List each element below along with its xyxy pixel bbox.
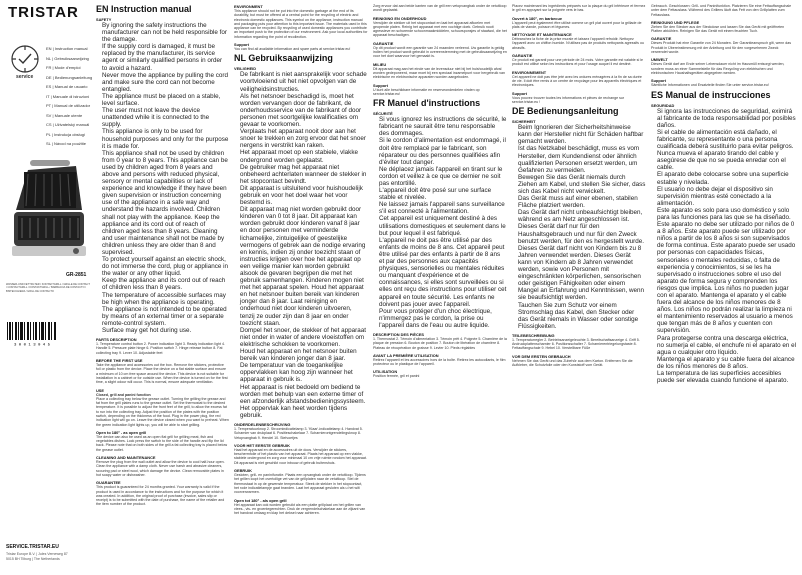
subheading: Closed, grill and panini function xyxy=(96,392,151,397)
heading: CLEANING AND MAINTENANCE xyxy=(96,455,156,461)
list-item: • This appliance shall not be used by children from 0 year to 8 years. This appliance can be used by children aged from 8 years and above and persons with reduced physical, sensory or mental capabilities or lack of experience and knowledge if they have been given supervision or instruction concerning use of the appliance in a safe way and understand the hazards involved. Children shall not play with the appliance. Keep the appliance and its cord out of reach of children aged less than 8 years. Cleaning and user maintenance shall not be made by children unless they are older than 8 and supervised. xyxy=(102,150,229,256)
list-item: • Mantenga el aparato y su cable fuera del alcance de los niños menores de 8 años. xyxy=(657,356,796,370)
language-item: PL | Instrukcja obsługi xyxy=(46,131,85,137)
list-item: • Dompel het snoer, de stekker of het apparaat niet onder in water of andere vloeistoffen om elektrische schokken te voorkomen. xyxy=(240,327,368,348)
list-item: • Ne laissez jamais l'appareil sans surveillance s'il est connecté à l'alimentation. xyxy=(379,201,507,215)
contact-grill-image xyxy=(6,150,90,280)
heading: Open to 180° - as open grill xyxy=(96,429,147,435)
safety-list xyxy=(373,116,507,329)
paragraph: 1. Temperatuurknop 2. Stroomindicatielamp 3. 'Klaar'-indicatielamp 4. Handvat 5. Scharnier van drukplaat 6. Positieschakelaar 7. Scharnierontgrendelingsknop 8. Vetopvangbak 9. Hendel 10. Stelvoetjes xyxy=(234,426,363,440)
list-item: • Ne déplacez jamais l'appareil en tirant sur le cordon et veillez à ce que ce dernier ne soit pas entortillé. xyxy=(379,166,507,187)
paragraph: Sämtliche Informationen und Ersatzteile finden Sie unter service.tristar.eu! xyxy=(651,83,769,88)
list-item: • El aparato debe colocarse sobre una superficie estable y nivelada. xyxy=(657,171,796,185)
heading: SEGURIDAD xyxy=(651,102,675,108)
list-item: • Dit apparaat mag niet worden gebruikt door kinderen van 0 tot 8 jaar. Dit apparaat kan worden gebruikt door kinderen vanaf 8 jaar en door personen met verminderde lichamelijke, zintuigelijke of geestelijke vermogens of gebrek aan de nodige ervaring en kennis, indien zij onder toezicht staan of instructies krijgen over hoe het apparaat op een veilige manier kan worden gebruikt alsook de gevaren begrijpen die met het gebruik samenhangen. Kinderen mogen niet met het apparaat spelen. Houd het apparaat en het netsnoer buiten bereik van kinderen jonger dan 8 jaar. Laat reiniging en onderhoud niet door kinderen uitvoeren, tenzij ze ouder zijn dan 8 jaar en onder toezicht staan. xyxy=(240,206,368,327)
list-item: • The temperature of accessible surfaces may be high when the appliance is operating. xyxy=(102,292,229,306)
list-item: • Als het netsnoer beschadigd is, moet het worden vervangen door de fabrikant, de onderhoudsservice van de fabrikant of door personen met soortgelijke kwalificaties om gevaar te voorkomen. xyxy=(240,93,368,128)
list-item: • The appliance must be placed on a stable, level surface. xyxy=(102,93,229,107)
paragraph: Remove the plug from the wall outlet and allow the device to cool half-hour open. Clean the appliance with a damp cloth. Never use harsh and abrasive cleaners, scouring pad or steel wool, which damage the device. Clean removable plates in hot soapy water or dishwasher. xyxy=(96,460,225,477)
list-item: • Nunca mueva el aparato tirando del cable y asegúrese de que no se pueda enredar con el cable. xyxy=(657,150,796,171)
heading: MILIEU xyxy=(373,61,387,67)
paragraph: Dit apparaat mag aan het einde van de levensduur niet bij het huishoudelijk afval worden gedeponeerd, maar moet bij een speciaal inzamelpunt voor hergebruik van elektrische en elektronische apparaten worden aangeboden. xyxy=(373,66,506,80)
paragraph: Ce produit est garanti pour une période de 24 mois. Votre garantie est valable si le produit est utilisé selon les instructions et pour l'usage auquel il est destiné. xyxy=(512,58,644,67)
list-item: • If the supply cord is damaged, it must be replaced by the manufacturer, its service agent or similarly qualified persons in order to avoid a hazard. xyxy=(102,43,229,71)
list-item: • Este aparato no debe ser utilizado por niños de 0 a 8 años. Este aparato puede ser utilizado por niños a partir de los 8 años si son supervisados de forma continua. Este aparato puede ser usado por personas con capacidades físicas, sensoriales o mentales reducidas, o falta de experiencia y conocimientos, si se les ha supervisado o instrucciones sobre el uso del aparato de forma segura y comprenden los riesgos que implica. Los niños no pueden jugar con el aparato. Mantenga el aparato y el cable fuera del alcance de los niños menores de 8 años. Los niños no podrán realizar la limpieza ni el mantenimiento reservados al usuario a menos que tengan más de 8 años y cuenten con supervisión. xyxy=(657,221,796,335)
safety-list xyxy=(96,22,229,334)
list-item: • By ignoring the safety instructions the manufacturer can not be held responsible for the damage. xyxy=(102,22,229,43)
paragraph: The device can also be used as an open flat grill for grilling meat, fish and vegetables dishes. Lock press the switch to the side of the handle and flip the lid back. Please note that on both sides of the grill a fat collecting tray is placed below the grease outlet. xyxy=(96,434,228,452)
heading: UTILISATION xyxy=(373,369,398,375)
paragraph: Gebrauch. Geschlossen: Grill- und Paninifunktion. Platzieren Sie eine Fettauffangschale unter dem Fettauslass. Während des Grillens läuft das Fett von den Grillplatten zum Fettauslass. xyxy=(651,4,792,17)
paragraph: Verwijder de stekker uit het stopcontact en laat het apparaat afkoelen met geopende platen. Reinig het apparaat met een vochtige doek. Gebruik nooit agressieve en schurende schoonmaakmiddelen, schuursponsjes of staalwol, die het apparaat beschadigen. xyxy=(373,20,507,38)
list-item: • De gebruiker mag het apparaat niet onbeheerd achterlaten wanneer de stekker in het stopcontact bevindt. xyxy=(240,164,368,185)
heading: VEILIGHEID xyxy=(234,66,257,72)
paragraph: Ziehen Sie den Stecker aus der Steckdose und lassen Sie das Gerät mit geöffneten Platten abkühlen. Reinigen Sie das Gerät mit einem feuchten Tuch. xyxy=(651,24,785,34)
language-item: IT | Manuale di istruzioni xyxy=(46,93,90,99)
language-item: PT | Manual de utilizador xyxy=(46,103,91,108)
heading: GARANTIE xyxy=(373,40,394,46)
paragraph: Placez maintenant les ingrédients préparés sur la plaque du gril inférieure et fermez le gril en appuyant sur la poignée vers le bas. xyxy=(512,4,646,13)
section-title-de: DE Bedienungsanleitung xyxy=(512,106,619,117)
model-number: GR-2851 xyxy=(66,272,87,278)
heading: GEBRUIK xyxy=(234,468,252,474)
paragraph: Retirez l'appareil et les accessoires hors de la boîte. Retirez les autocollants, le film protecteur ou le plastique de l'appareil. xyxy=(373,357,506,367)
column-de xyxy=(512,4,646,572)
service-website[interactable]: SERVICE.TRISTAR.EU xyxy=(6,544,59,550)
heading: Support xyxy=(651,78,666,84)
paragraph: Vous pouvez trouver toutes les informations et pièces de rechange sur service.tristar.eu ! xyxy=(512,95,625,104)
list-item: • Bewegen Sie das Gerät niemals durch Ziehen am Kabel, und stellen Sie sicher, dass sich das Kabel nicht verwickelt. xyxy=(518,174,646,195)
language-item: DE | Bedienungsanleitung xyxy=(46,74,93,80)
paragraph: 1. Temperaturregler 2. Betriebsanzeigeleuchte 3. Bereitschaftsanzeige 4. Griff 5. Andruckplattenscharnier 6. Positionsschalter 7. Scharnierentriegelungstaste 8. Fettauffangschale 9. Hebel 10. Verstellbare Füße xyxy=(512,337,640,351)
paragraph: Dieses Gerät darf am Ende seiner Lebensdauer nicht im Hausmüll entsorgt werden, sondern muss an einer Sammelstelle für das Recycling von elektrischen und elektronischen Haushaltsgeräten abgegeben werden. xyxy=(651,62,785,75)
heading: ENVIRONNEMENT xyxy=(512,69,547,75)
heading: ENVIRONMENT xyxy=(234,4,263,9)
paragraph: Zorg ervoor dat aan beide kanten van de grill een vetopvangbak onder de vetuitloop wordt geplaatst. xyxy=(373,4,507,13)
heading: DESCRIPTION DES PIÈCES xyxy=(373,331,425,337)
heading: Support xyxy=(373,82,388,88)
heading: ONDERDELENBESCHRIJVING xyxy=(234,421,291,427)
list-item: • Si le cordon d'alimentation est endommagé, il doit être remplacé par le fabricant, son réparateur ou des personnes qualifiées afin d'éviter tout danger. xyxy=(379,137,507,165)
heading: UMWELT xyxy=(651,57,668,63)
heading: BEFORE THE FIRST USE xyxy=(96,358,143,364)
list-item: • De fabrikant is niet aansprakelijk voor schade voortvloeiend uit het niet opvolgen van de veiligheidsinstructies. xyxy=(240,71,368,92)
paragraph: Dieses Produkt hat eine Garantie von 24 Monaten. Der Garantieanspruch gilt, wenn das Produkt in Übereinstimmung mit der Anleitung und für den vorgesehenen Zweck verwendet wurde. xyxy=(651,41,792,55)
language-item: FR | Mode d'emploi xyxy=(46,65,81,70)
paragraph: Haal het apparaat en de accessoires uit de doos. Verwijder de stickers, beschermfolie of het plastic van het apparaat. Plaats het apparaat op een vlakke, stabiele ondergrond en zorg voor minimaal 10 cm vrije ruimte rondom het apparaat. Dit apparaat is niet geschikt voor inbouw of gebruik buitenshuis. xyxy=(234,447,367,465)
list-item: • Tauchen Sie zum Schutz vor einem Stromschlag das Kabel, den Stecker oder das Gerät niemals in Wasser oder sonstige Flüssigkeiten. xyxy=(518,302,646,330)
language-item: NL | Gebruiksaanwijzing xyxy=(46,55,89,61)
paragraph: U kunt alle beschikbare informatie en reserveonderdelen vinden op service.tristar.eu! xyxy=(373,87,480,96)
heading: SAFETY xyxy=(96,17,112,22)
list-item: • Si vous ignorez les instructions de sécurité, le fabricant ne saurait être tenu responsable des dommages. xyxy=(379,116,507,137)
product-description: WASSER-UND FETTFILTER / KONTAKTGRILL / GRILLE DE CONTACT / CONTACTGRILL / KONTAKTGRILL / BARBACOA DE CONTACTO / BISTECCHIERA / GRILL DE CONTACTO xyxy=(6,283,90,293)
language-item: SV | Manuale utente xyxy=(46,112,83,118)
list-item: • Ist das Netzkabel beschädigt, muss es vom Hersteller, dem Kundendienst oder ähnlich qualifizierten Personen ersetzt werden, um Gefahren zu vermeiden. xyxy=(518,145,646,173)
brand-logo: TRISTAR xyxy=(8,4,79,21)
paragraph: Nehmen Sie das Gerät und das Zubehör aus dem Karton. Entfernen Sie die Aufkleber, die Schutzfolie oder den Kunststoff vom Gerät. xyxy=(512,358,633,368)
section-title-en: EN Instruction manual xyxy=(96,4,192,14)
list-item: • L'appareil doit être posé sur une surface stable et nivelée. xyxy=(379,187,507,201)
paragraph: You can find all available information and spare parts at service.tristar.eu! xyxy=(234,47,351,52)
safety-list xyxy=(234,71,368,419)
language-item: EN | Instruction manual xyxy=(46,46,88,51)
list-item: • Surface may get hot during use. xyxy=(102,327,229,334)
barcode-image xyxy=(6,322,58,346)
heading: USE xyxy=(96,387,104,393)
list-item: • Verplaats het apparaat nooit door aan het snoer te trekken en zorg ervoor dat het snoer nergens in verstrikt kan raken. xyxy=(240,128,368,149)
heading: SÉCURITÉ xyxy=(373,111,393,117)
heading: GUARANTEE xyxy=(96,480,121,486)
company-address: Tristar Europe B.V. | Jules Verneweg 87 5015 BH Tilburg | The Netherlands xyxy=(6,552,68,561)
heading: PARTS DESCRIPTION xyxy=(96,337,137,343)
paragraph: This appliance should not be put into the domestic garbage at the end of its durability, but must be offered at a central point for the recycling of electric and electronic domestic appliances. This symbol on the appliance, instruction manual and packaging puts your attention to this important issue. The materials used in this appliance can be recycled. By recycling of used domestic appliances you contribute an important push to the protection of our environment. Ask your local authorities for information regarding the point of recollection. xyxy=(234,9,368,39)
paragraph: Take the appliance and accessories out the box. Remove the stickers, protective foil or plastic from the device. Place the device on a flat stable surface and ensure a minimum of 10 cm free space around the device. This device is not suitable for installation in a cabinet or for outside use. When the device is turned on for the first time, a slight odour will occur. This is normal, ensure adequate ventilation. xyxy=(96,363,228,385)
safety-list xyxy=(512,124,646,330)
service-label: service xyxy=(16,74,34,80)
list-item: • The appliance is not intended to be operated by means of an external timer or a separate remote-control system. xyxy=(102,306,229,327)
heading: VOR DEM ERSTEN GEBRAUCH xyxy=(512,353,571,359)
heading: GARANTIE xyxy=(512,53,533,59)
list-item: • La temperatura de las superficies accesibles puede ser elevada cuando funcione el aparato. xyxy=(657,370,796,384)
paragraph: Het apparaat kan ook worden gebruikt als een platte grillplaat om het grillen van vlees-, vis- en groentegerechten. Druk de vergrendelschakelaar aan de zijkant van het handvat omlaag en klap het deksel naar achteren. xyxy=(234,502,366,516)
paragraph: 1. Thermostat 2. Témoin d'alimentation 3. Témoin prêt 4. Poignée 5. Charnière de la plaque de pression 6. Bouton de position 7. Bouton de libération de charnière 8. Plateau de récupération de graisse 9. Levier 10. Pieds réglables xyxy=(373,336,507,350)
list-item: • Never move the appliance by pulling the cord and make sure the cord can not become entangled. xyxy=(102,72,229,93)
list-item: • Pour vous protéger d'un choc électrique, n'immergez pas le cordon, la prise ou l'appareil dans de l'eau ou autre liquide. xyxy=(379,308,507,329)
barcode-number: 3 0 0 1 3 0 4 5 xyxy=(13,343,51,346)
section-title-fr: FR Manuel d'instructions xyxy=(373,98,481,109)
language-item: CS | Uživatelský manuál xyxy=(46,122,90,127)
heading: SICHERHEIT xyxy=(512,119,536,125)
section-title-es: ES Manual de instrucciones xyxy=(651,89,771,100)
paragraph: Op dit product wordt een garantie van 24 maanden verleend. Uw garantie is geldig indien het product wordt gebruikt in overeenstemming met de gebruiksaanwijzing en voor het doel waarvoor het gemaakt is. xyxy=(373,45,507,59)
list-item: • Das Gerät darf nicht unbeaufsichtigt bleiben, während es am Netz angeschlossen ist. xyxy=(518,209,646,223)
column-fr xyxy=(373,4,507,572)
paragraph: Cet appareil ne doit pas être jeté avec les ordures ménagères à la fin de sa durée de vie. Il doit être remis à un centre de recyclage pour les appareils électriques et électroniques. xyxy=(512,74,642,88)
paragraph: L'appareil peut également être utilisé comme un gril plat ouvert pour la grillade de plats de viande, poisson et légumes. xyxy=(512,20,642,29)
paragraph: 1. Temperature control button 2. Power indication light 3. Ready indication light 4. Handle 5. Pressure plate hinge 6. Position switch 7. Hinge release button 8. Fat collecting tray 9. Lever 10. Adjustable feet xyxy=(96,342,225,355)
cover-panel xyxy=(0,0,92,575)
heading: GARANTIE xyxy=(651,36,672,42)
list-item: • Keep the appliance and its cord out of reach of children less than 8 years. xyxy=(102,277,229,291)
paragraph: Place a collecting tray below the grease outlet. Turning the grilling the grease and fat from the grill plates runs to the grease outlet. Set the thermostat to the desired temperature. It is possible to adjust the front feet of the grill, to allow the excess fat to run into the collecting tray. Adjust the position of the plates with the position switch, depending on the thickness of the food. Plug in the power plug, the red indication light will go on. Leave the device closed when you want to preheat. When the green indication light lights up, you will be able to start grilling. xyxy=(96,396,229,427)
paragraph: This product is guaranteed for 24 months granted. Your warranty is valid if the product is used in accordance to the instructions and for the purpose for which it was created. In addition, the original proof of purchase (invoice, sales slip or receipt) is to be submitted with the date of purchase, the name of the retailer and the item number of the product. xyxy=(96,485,225,507)
list-item: • L'appareil ne doit pas être utilisé par des enfants de moins de 8 ans. Cet appareil peut être utilisé par des enfants à partir de 8 ans et par des personnes aux capacités physiques, sensorielles ou mentales réduites ou manquant d'expérience et de connaissances, si elles sont surveillées ou si elles ont reçu des instructions pour utiliser cet appareil en toute sécurité. Les enfants ne doivent pas jouer avec l'appareil. xyxy=(379,237,507,308)
paragraph: Position fermée, gril et panini xyxy=(373,374,420,379)
heading: Support xyxy=(234,42,249,48)
list-item: • El usuario no debe dejar el dispositivo sin supervisión mientras esté conectado a la alimentación. xyxy=(657,186,796,207)
heading: Support xyxy=(512,90,527,96)
paragraph: Gesloten, grill- en paninifunctie. Plaats een opvangbak onder de vetuitloop. Tijdens het grillen loopt het overtollige vet van de grillplaten naar de vetuitloop. Stel de thermostaat in op de gewenste temperatuur. Steek de stekker in het stopcontact, het rode indicatielampje gaat branden. Laat het apparaat gesloten als u het wilt voorverwarmen. xyxy=(234,473,366,495)
list-item: • Het apparaat moet op een stabiele, vlakke ondergrond worden geplaatst. xyxy=(240,149,368,163)
paragraph: Débranchez la fiche de la prise murale et laissez l'appareil refroidir. Nettoyez l'appareil avec un chiffon humide. N'utilisez pas de produits nettoyants agressifs ou abrasifs. xyxy=(512,37,644,50)
list-item: • To protect yourself against an electric shock, do not immerse the cord, plug or appliance in the water or any other liquid. xyxy=(102,256,229,277)
list-item: • Si el cable de alimentación está dañado, el fabricante, su representante o una persona cualificada deberá sustituirlo para evitar peligros. xyxy=(657,129,796,150)
list-item: • The user must not leave the device unattended while it is connected to the supply. xyxy=(102,107,229,128)
list-item: • Het apparaat is niet bedoeld om bediend te worden met behulp van een externe timer of een afzonderlijk afstandsbedieningssysteem. xyxy=(240,384,368,405)
list-item: • Este aparato es solo para uso doméstico y solo para las funciones para las que se ha diseñado. xyxy=(657,207,796,221)
column-en xyxy=(96,4,229,572)
language-item: SL | Návod na použitie xyxy=(46,141,87,146)
heading: REINIGING EN ONDERHOUD xyxy=(373,15,427,21)
column-es xyxy=(651,4,796,572)
section-title-nl: NL Gebruiksaanwijzing xyxy=(234,53,333,64)
language-item: ES | Manual de usuario xyxy=(46,84,88,89)
heading: REINIGUNG UND PFLEGE xyxy=(651,19,700,25)
list-item: • Para protegerse contra una descarga eléctrica, no sumerja el cable, el enchufe ni el aparato en el agua o cualquier otro líquido. xyxy=(657,335,796,356)
heading: Ouvert à 180°, en barbecue xyxy=(512,15,562,21)
service-icon xyxy=(10,44,40,74)
list-item: • Dit apparaat is uitsluitend voor huishoudelijk gebruik en voor het doel waar het voor bestemd is. xyxy=(240,185,368,206)
list-item: • Das Gerät muss auf einer ebenen, stabilen Fläche platziert werden. xyxy=(518,195,646,209)
safety-list xyxy=(651,108,796,385)
column-nl xyxy=(234,4,368,572)
list-item: • This appliance is only to be used for household purposes and only for the purpose it is made for. xyxy=(102,128,229,149)
heading: NETTOYAGE ET MAINTENANCE xyxy=(512,32,572,38)
list-item: • Cet appareil est uniquement destiné à des utilisations domestiques et seulement dans le but pour lequel il est fabriqué. xyxy=(379,215,507,236)
heading: Open tot 180° - als open grill xyxy=(234,497,287,503)
list-item: • Dieses Gerät darf nur für den Haushaltsgebrauch und nur für den Zweck benutzt werden, für den es hergestellt wurde. xyxy=(518,223,646,244)
list-item: • Dieses Gerät darf nicht von Kindern bis zu 8 Jahren verwendet werden. Dieses Gerät kann von Kindern ab 8 Jahren verwendet werden, sowie von Personen mit eingeschränkten körperlichen, sensorischen oder geistigen Fähigkeiten oder einem Mangel an Erfahrung und Kenntnissen, wenn sie beaufsichtigt werden. xyxy=(518,245,646,302)
list-item: • Het oppervlak kan heet worden tijdens gebruik. xyxy=(240,405,368,419)
heading: AVANT LA PREMIÈRE UTILISATION xyxy=(373,352,439,358)
heading: TEILEBESCHREIBUNG xyxy=(512,332,555,338)
heading: VOOR HET EERSTE GEBRUIK xyxy=(234,442,290,448)
list-item: • Houd het apparaat en het netsnoer buiten bereik van kinderen jonger dan 8 jaar. xyxy=(240,348,368,362)
list-item: • Beim Ignorieren der Sicherheitshinweise kann der Hersteller nicht für Schäden haftbar gemacht werden. xyxy=(518,124,646,145)
list-item: • Si ignora las instrucciones de seguridad, eximirá al fabricante de toda responsabilidad por posibles daños. xyxy=(657,108,796,129)
list-item: • De temperatuur van de toegankelijke oppervlakken kan hoog zijn wanneer het apparaat in gebruik is. xyxy=(240,362,368,383)
language-list xyxy=(46,44,92,149)
